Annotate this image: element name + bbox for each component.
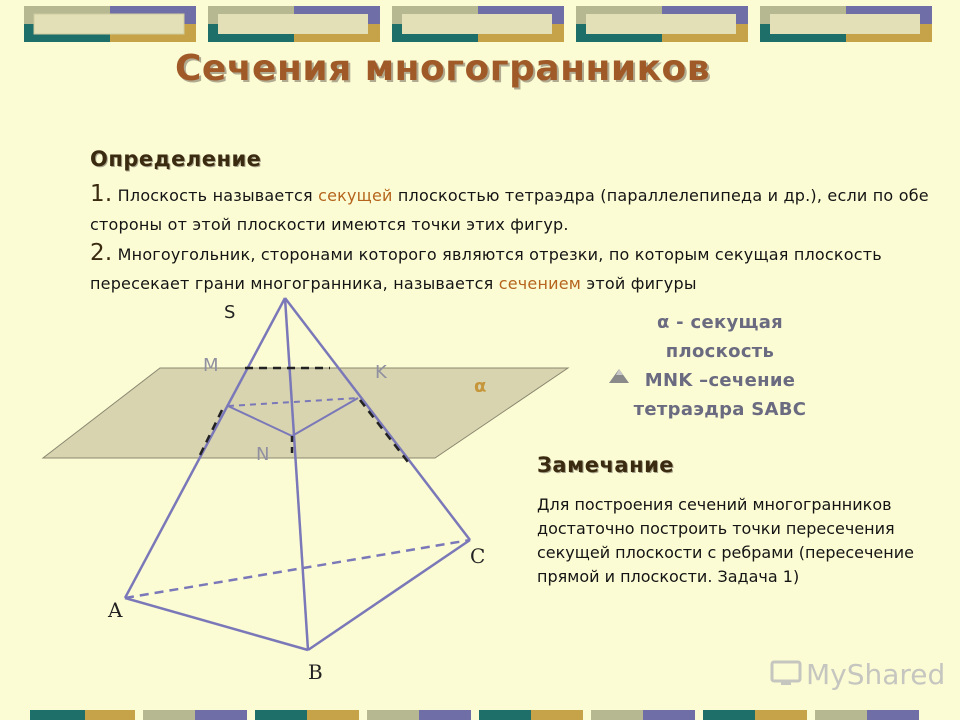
paragraph-text: плоскостью тетраэдра (параллелепипеда и др.), если по обе стороны от этой плоскости имеются точки этих фигур.: [90, 186, 929, 234]
edge-BC: [308, 540, 470, 650]
legend: [590, 308, 850, 424]
paragraph-number: 2.: [90, 240, 113, 266]
highlight-term: сечением: [498, 274, 582, 293]
monitor-icon: [770, 660, 804, 688]
paragraph-text: Плоскость называется: [117, 186, 319, 205]
legend-line: плоскость: [665, 341, 775, 362]
page-title: Сечения многогранников: [175, 48, 711, 89]
vertex-label-B: B: [308, 660, 323, 684]
paragraph-number: 1.: [90, 181, 113, 207]
note-text: Для построения сечений многогранников достаточно построить точки пересечения секущей плоскости с ребрами (пересечение прямой и плоскости. Задача 1): [537, 495, 914, 586]
edge-SB: [285, 298, 308, 650]
legend-line: MNK –сечение: [644, 370, 796, 391]
note-heading: Замечание: [537, 453, 675, 477]
watermark-text: MyShared: [806, 658, 946, 691]
paragraph-text: Многоугольник, сторонами которого являются отрезки, по которым секущая плоскость пересекает грани многогранника, называется: [90, 245, 882, 293]
cutting-plane: [43, 368, 568, 458]
legend-line: тетраэдра SABC: [633, 399, 807, 420]
highlight-term: секущей: [318, 186, 393, 205]
legend-line: α - секущая: [656, 312, 784, 333]
point-label-N: N: [256, 444, 270, 465]
vertex-label-S: S: [224, 302, 236, 323]
point-label-M: M: [203, 355, 219, 376]
edge-AB: [125, 598, 308, 650]
bottom-decoration: [0, 710, 960, 720]
plane-label-alpha: α: [474, 376, 487, 397]
deco-block-4: [576, 6, 748, 42]
definition-heading: Определение: [90, 147, 262, 171]
triangle-icon: [608, 368, 630, 384]
edge-AC-hidden: [125, 540, 470, 598]
point-label-K: K: [375, 362, 387, 383]
deco-block-5: [760, 6, 932, 42]
vertex-label-C: C: [470, 544, 486, 568]
vertex-label-A: A: [108, 598, 123, 622]
paragraph-text: этой фигуры: [581, 274, 697, 293]
